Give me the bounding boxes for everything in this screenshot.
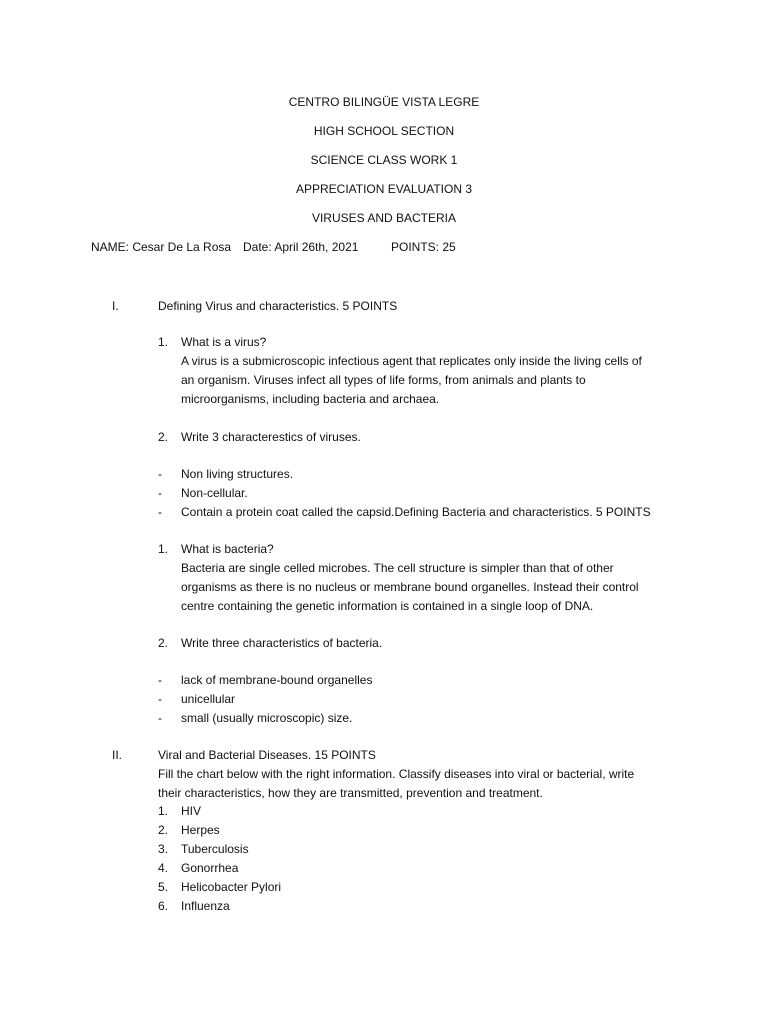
bullet-dash: - — [158, 711, 162, 725]
bullet-item: Non living structures. — [181, 467, 294, 481]
answer-line: centre containing the genetic information is contained in a single loop of DNA. — [181, 599, 594, 613]
question-number: 2. — [158, 430, 169, 444]
bullet-item: small (usually microscopic) size. — [181, 711, 353, 725]
answer-line: organisms as there is no nucleus or membrane bound organelles. Instead their control — [181, 580, 639, 594]
bullet-item: Contain a protein coat called the capsid.Defining Bacteria and characteristics. 5 POINTS — [181, 505, 651, 519]
disease-name: Helicobacter Pylori — [181, 880, 282, 894]
student-name: NAME: Cesar De La Rosa — [91, 240, 232, 254]
disease-name: Tuberculosis — [181, 842, 249, 856]
question-text: What is bacteria? — [181, 542, 274, 556]
section-title: Viral and Bacterial Diseases. 15 POINTS — [158, 748, 376, 762]
bullet-item: Non-cellular. — [181, 486, 248, 500]
disease-name: HIV — [181, 804, 202, 818]
bullet-dash: - — [158, 505, 162, 519]
bullet-dash: - — [158, 692, 162, 706]
section-numeral: II. — [112, 748, 123, 762]
answer-line: A virus is a submicroscopic infectious agent that replicates only inside the living cells of — [181, 354, 642, 368]
question-number: 1. — [158, 542, 169, 556]
bullet-item: lack of membrane-bound organelles — [181, 673, 373, 687]
section-title: Defining Virus and characteristics. 5 POINTS — [158, 299, 398, 313]
bullet-item: unicellular — [181, 692, 236, 706]
disease-name: Herpes — [181, 823, 220, 837]
student-date: Date: April 26th, 2021 — [243, 240, 359, 254]
evaluation-name: APPRECIATION EVALUATION 3 — [295, 182, 473, 196]
student-points: POINTS: 25 — [391, 240, 456, 254]
question-text: Write three characteristics of bacteria. — [181, 636, 383, 650]
disease-number: 4. — [158, 861, 169, 875]
question-text: What is a virus? — [181, 335, 267, 349]
disease-number: 5. — [158, 880, 169, 894]
answer-line: Bacteria are single celled microbes. The cell structure is simpler than that of other — [181, 561, 614, 575]
disease-number: 6. — [158, 899, 169, 913]
disease-number: 2. — [158, 823, 169, 837]
section-name: HIGH SCHOOL SECTION — [313, 124, 455, 138]
bullet-dash: - — [158, 486, 162, 500]
question-text: Write 3 characterestics of viruses. — [181, 430, 361, 444]
answer-line: an organism. Viruses infect all types of life forms, from animals and plants to — [181, 373, 586, 387]
question-number: 1. — [158, 335, 169, 349]
section-numeral: I. — [112, 299, 119, 313]
instructions-line: Fill the chart below with the right information. Classify diseases into viral or bacterial, write — [158, 767, 635, 781]
answer-line: microorganisms, including bacteria and archaea. — [181, 392, 440, 406]
disease-name: Influenza — [181, 899, 230, 913]
class-name: SCIENCE CLASS WORK 1 — [310, 153, 458, 167]
topic-name: VIRUSES AND BACTERIA — [311, 211, 457, 225]
question-number: 2. — [158, 636, 169, 650]
disease-number: 3. — [158, 842, 169, 856]
disease-name: Gonorrhea — [181, 861, 239, 875]
instructions-line: their characteristics, how they are transmitted, prevention and treatment. — [158, 786, 543, 800]
bullet-dash: - — [158, 673, 162, 687]
school-name: CENTRO BILINGÜE VISTA LEGRE — [288, 95, 480, 109]
disease-number: 1. — [158, 804, 169, 818]
bullet-dash: - — [158, 467, 162, 481]
